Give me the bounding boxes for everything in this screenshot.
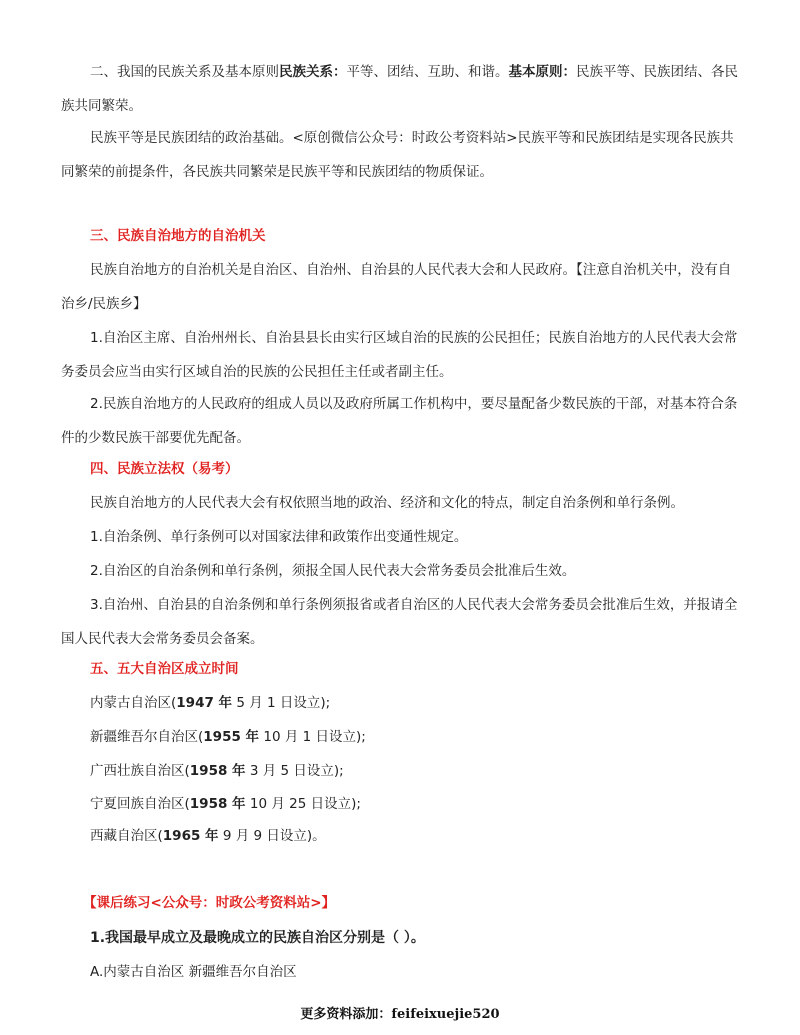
page-footer: 更多资料添加：feifeixuejie520 <box>300 1007 500 1022</box>
section3-title: 三、民族自治地方的自治机关 <box>90 228 266 244</box>
region-list-item: 广西壮族自治区(1958 年 3 月 5 日设立); <box>90 763 344 779</box>
region-list-item: 宁夏回族自治区(1958 年 10 月 25 日设立); <box>90 796 361 812</box>
section3-item-2: 2.民族自治地方的人民政府的组成人员以及政府所属工作机构中，要尽量配备少数民族的干部，对基本符合条件的少数民族干部要优先配备。 <box>61 396 738 446</box>
section2-paragraph <box>61 55 741 123</box>
exercise-title: 【课后练习<公众号：时政公考资料站>】 <box>83 895 336 911</box>
relation-label: 民族关系： <box>279 64 347 80</box>
exercise-question: 1.我国最早成立及最晚成立的民族自治区分别是（ ）。 <box>90 930 425 946</box>
principle-label: 基本原则： <box>508 64 576 80</box>
section4-item-3: 3.自治州、自治县的自治条例和单行条例须报省或者自治区的人民代表大会常务委员会批准后生效，并报请全国人民代表大会常务委员会备案。 <box>61 597 738 647</box>
section4-title: 四、民族立法权（易考） <box>90 461 239 477</box>
section3-item-1: 1.自治区主席、自治州州长、自治县县长由实行区域自治的民族的公民担任；民族自治地方的人民代表大会常务委员会应当由实行区域自治的民族的公民担任主任或者副主任。 <box>61 330 738 380</box>
relation-text: 平等、团结、互助、和谐。 <box>346 64 509 80</box>
region-list-item: 内蒙古自治区(1947 年 5 月 1 日设立); <box>90 695 331 711</box>
section4-item-2: 2.自治区的自治条例和单行条例，须报全国人民代表大会常务委员会批准后生效。 <box>90 563 576 579</box>
section2-heading: 二、我国的民族关系及基本原则 <box>90 64 279 80</box>
section2-explanation: 民族平等是民族团结的政治基础。<原创微信公众号：时政公考资料站>民族平等和民族团结是实现各民族共同繁荣的前提条件，各民族共同繁荣是民族平等和民族团结的物质保证。 <box>61 130 734 180</box>
section5-title: 五、五大自治区成立时间 <box>90 661 239 677</box>
exercise-option-a: A.内蒙古自治区 新疆维吾尔自治区 <box>90 964 297 980</box>
section3-intro: 民族自治地方的自治机关是自治区、自治州、自治县的人民代表大会和人民政府。【注意自治机关中，没有自治乡/民族乡】 <box>61 262 732 312</box>
region-list-item: 西藏自治区(1965 年 9 月 9 日设立)。 <box>90 828 326 844</box>
section4-intro: 民族自治地方的人民代表大会有权依照当地的政治、经济和文化的特点，制定自治条例和单行条例。 <box>90 495 684 511</box>
region-list-item: 新疆维吾尔自治区(1955 年 10 月 1 日设立); <box>90 729 366 745</box>
section4-item-1: 1.自治条例、单行条例可以对国家法律和政策作出变通性规定。 <box>90 529 468 545</box>
principle-text: 民族平等、民族团结、各民族共同繁荣。 <box>61 64 738 114</box>
